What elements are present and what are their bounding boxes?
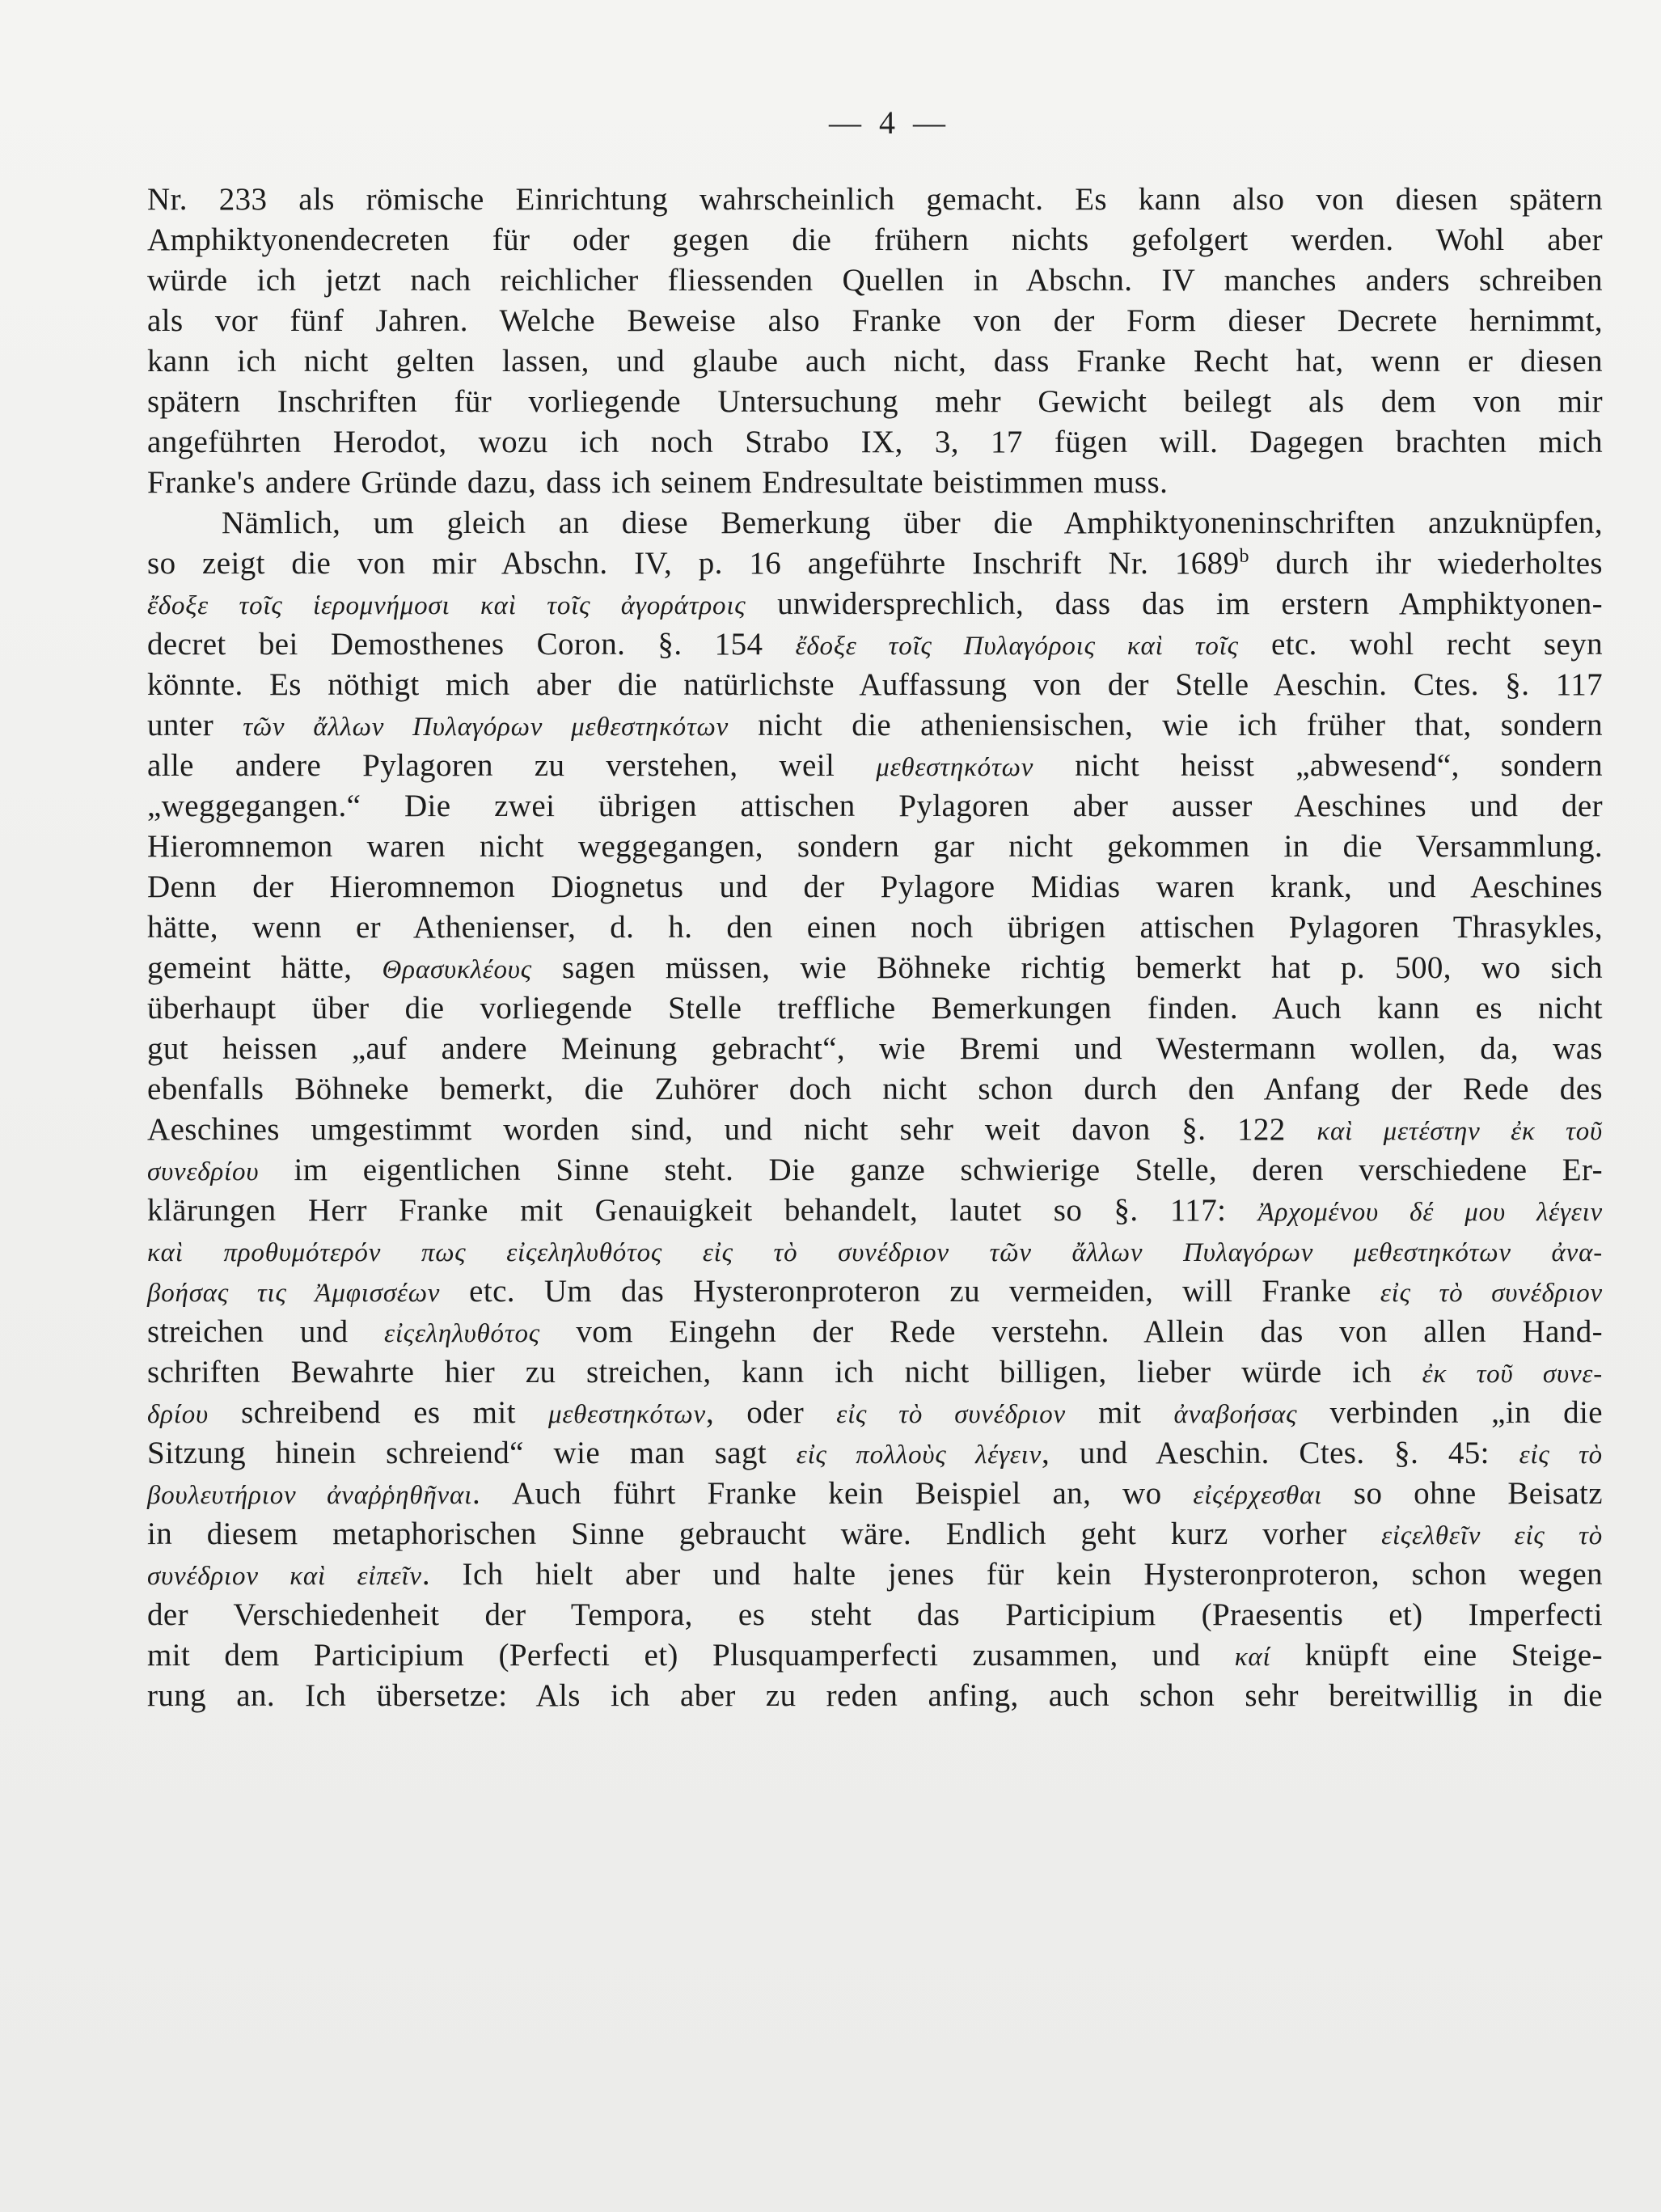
greek-phrase: εἰς πολλοὺς λέγειν xyxy=(796,1440,1042,1470)
text-segment: Sitzung hinein schreiend“ wie man sagt xyxy=(147,1436,797,1470)
text-line xyxy=(147,827,1603,867)
greek-phrase: εἰς τὸ xyxy=(1519,1440,1603,1470)
greek-phrase: μεθεστηκότων xyxy=(548,1400,706,1429)
text-segment: . Ich hielt aber und halte jenes für kein Hysteronproteron, schon wegen xyxy=(421,1557,1603,1592)
greek-phrase: εἰς τὸ συνέδριον xyxy=(1380,1279,1603,1308)
text-line xyxy=(147,1271,1603,1312)
text-line xyxy=(147,746,1603,786)
text-line xyxy=(147,1474,1603,1514)
text-segment: der Verschiedenheit der Tempora, es steht das Participium (Praesentis et) Imperfecti xyxy=(147,1597,1603,1632)
text-segment: in diesem metaphorischen Sinne gebraucht wäre. Endlich geht kurz vorher xyxy=(147,1516,1382,1551)
text-segment: etc. Um das Hysteronproteron zu vermeiden, will Franke xyxy=(440,1274,1380,1309)
greek-phrase: Ἀρχομένου δέ μου λέγειν xyxy=(1257,1198,1603,1227)
text-line xyxy=(147,1393,1603,1433)
text-segment: überhaupt über die vorliegende Stelle treffliche Bemerkungen finden. Auch kann es nicht xyxy=(147,991,1603,1026)
greek-phrase: βοήσας τις Ἀμφισσέων xyxy=(147,1279,441,1308)
text-segment: im eigentlichen Sinne steht. Die ganze schwierige Stelle, deren verschiedene Er- xyxy=(259,1153,1603,1187)
text-line xyxy=(147,220,1603,260)
text-line xyxy=(147,988,1603,1029)
greek-phrase: συνεδρίου xyxy=(147,1157,260,1186)
text-segment: schreibend es mit xyxy=(209,1395,548,1430)
text-segment: vom Eingehn der Rede verstehn. Allein das von allen Hand- xyxy=(539,1314,1604,1349)
superscript: b xyxy=(1239,546,1249,567)
text-line xyxy=(147,503,1603,543)
greek-phrase: ἔδοξε τοῖς ἱερομνήμοσι καὶ τοῖς ἀγοράτροις xyxy=(147,591,746,620)
text-line xyxy=(147,948,1603,988)
text-segment: sagen müssen, wie Böhneke richtig bemerkt hat p. 500, wo sich xyxy=(531,950,1603,985)
text-line xyxy=(147,624,1603,665)
text-line xyxy=(147,341,1603,382)
text-line xyxy=(147,1635,1603,1676)
text-line xyxy=(147,867,1603,907)
text-segment: etc. wohl recht seyn xyxy=(1238,627,1603,662)
greek-phrase: μεθεστηκότων xyxy=(876,753,1034,782)
text-line xyxy=(147,1191,1603,1231)
text-segment: ebenfalls Böhneke bemerkt, die Zuhörer doch nicht schon durch den Anfang der Rede des xyxy=(147,1072,1603,1106)
text-segment: Hieromnemon waren nicht weggegangen, sondern gar nicht gekommen in die Versammlung. xyxy=(147,829,1603,864)
text-segment: , und Aeschin. Ctes. §. 45: xyxy=(1042,1436,1519,1470)
text-segment: durch ihr wiederholtes xyxy=(1249,546,1603,581)
text-segment: als vor fünf Jahren. Welche Beweise also Franke von der Form dieser Decrete hernimmt, xyxy=(147,303,1603,338)
greek-phrase: Θρασυκλέους xyxy=(382,955,532,984)
text-segment: verbinden „in die xyxy=(1297,1395,1603,1430)
greek-phrase: ἐκ τοῦ συνε- xyxy=(1422,1360,1603,1389)
text-segment: schriften Bewahrte hier zu streichen, kann ich nicht billigen, lieber würde ich xyxy=(147,1355,1422,1389)
text-segment: würde ich jetzt nach reichlicher fliessenden Quellen in Abschn. IV manches anders schreiben xyxy=(147,263,1603,298)
greek-phrase: βουλευτήριον ἀναῤῥηθῆναι xyxy=(147,1481,473,1510)
text-segment: mit xyxy=(1066,1395,1174,1430)
text-line xyxy=(147,1029,1603,1069)
text-segment: gut heissen „auf andere Meinung gebracht“, wie Bremi und Westermann wollen, da, was xyxy=(147,1031,1603,1066)
text-segment: gemeint hätte, xyxy=(147,950,382,985)
text-segment: decret bei Demosthenes Coron. §. 154 xyxy=(147,627,796,662)
text-line xyxy=(147,180,1603,220)
greek-phrase: συνέδριον καὶ εἰπεῖν xyxy=(147,1562,422,1591)
text-segment: spätern Inschriften für vorliegende Untersuchung mehr Gewicht beilegt als dem von mir xyxy=(147,384,1603,419)
text-segment: so ohne Beisatz xyxy=(1322,1476,1603,1511)
text-segment: mit dem Participium (Perfecti et) Plusquamperfecti zusammen, und xyxy=(147,1638,1235,1673)
text-segment: könnte. Es nöthigt mich aber die natürlichste Auffassung von der Stelle Aeschin. Ctes. §. 117 xyxy=(147,667,1603,702)
greek-phrase: καὶ μετέστην ἐκ τοῦ xyxy=(1317,1117,1603,1146)
text-segment: , oder xyxy=(705,1395,837,1430)
text-line xyxy=(147,1150,1603,1191)
text-line xyxy=(147,665,1603,705)
text-segment: knüpft eine Steige- xyxy=(1270,1638,1603,1673)
text-segment: klärungen Herr Franke mit Genauigkeit behandelt, lautet so §. 117: xyxy=(147,1193,1258,1228)
text-line xyxy=(147,907,1603,948)
text-line xyxy=(147,584,1603,624)
text-line xyxy=(147,1110,1603,1150)
text-segment: Denn der Hieromnemon Diognetus und der Pylagore Midias waren krank, und Aeschines xyxy=(147,869,1603,904)
text-segment: Nr. 233 als römische Einrichtung wahrscheinlich gemacht. Es kann also von diesen spätern xyxy=(147,182,1603,217)
text-line xyxy=(147,422,1603,463)
text-line xyxy=(147,260,1603,301)
greek-phrase: τῶν ἄλλων Πυλαγόρων μεθεστηκότων xyxy=(243,713,729,742)
text-line xyxy=(147,1231,1603,1271)
text-segment: rung an. Ich übersetze: Als ich aber zu reden anfing, auch schon sehr bereitwillig in die xyxy=(147,1678,1603,1713)
greek-phrase: καὶ προθυμότερόν πως εἰςεληλυθότος εἰς τὸ συνέδριον τῶν ἄλλων Πυλαγόρων μεθεστηκότων ἀνα- xyxy=(147,1238,1603,1267)
text-segment: so zeigt die von mir Abschn. IV, p. 16 angeführte Inschrift Nr. 1689 xyxy=(147,546,1240,581)
text-segment: Aeschines umgestimmt worden sind, und nicht sehr weit davon §. 122 xyxy=(147,1112,1317,1147)
text-segment: „weggegangen.“ Die zwei übrigen attischen Pylagoren aber ausser Aeschines und der xyxy=(147,789,1603,823)
greek-phrase: ἀναβοήσας xyxy=(1173,1400,1298,1429)
greek-phrase: εἰςέρχεσθαι xyxy=(1193,1481,1323,1510)
text-line xyxy=(147,301,1603,341)
text-segment: unwidersprechlich, dass das im erstern Amphiktyonen- xyxy=(746,586,1603,621)
text-line xyxy=(147,786,1603,827)
text-line xyxy=(147,463,1603,503)
text-segment: streichen und xyxy=(147,1314,385,1349)
text-line xyxy=(147,705,1603,746)
text-segment: unter xyxy=(147,708,243,742)
text-segment: nicht die atheniensischen, wie ich früher that, sondern xyxy=(729,708,1603,742)
text-segment: hätte, wenn er Athenienser, d. h. den einen noch übrigen attischen Pylagoren Thrasykles, xyxy=(147,910,1603,945)
greek-phrase: ἔδοξε τοῖς Πυλαγόροις καὶ τοῖς xyxy=(795,632,1239,661)
text-segment: Franke's andere Gründe dazu, dass ich seinem Endresultate beistimmen muss. xyxy=(147,465,1169,500)
greek-phrase: δρίου xyxy=(147,1400,209,1429)
text-segment: angeführten Herodot, wozu ich noch Strabo IX, 3, 17 fügen will. Dagegen brachten mich xyxy=(147,425,1603,459)
text-line xyxy=(147,1069,1603,1110)
text-segment: . Auch führt Franke kein Beispiel an, wo xyxy=(472,1476,1194,1511)
text-segment: nicht heisst „abwesend“, sondern xyxy=(1033,748,1603,783)
body-text xyxy=(147,180,1603,1716)
text-line xyxy=(147,1433,1603,1474)
greek-phrase: καί xyxy=(1234,1643,1271,1672)
text-segment: Nämlich, um gleich an diese Bemerkung über die Amphiktyoneninschriften anzuknüpfen, xyxy=(222,505,1603,540)
text-segment: Amphiktyonendecreten für oder gegen die frühern nichts gefolgert werden. Wohl aber xyxy=(147,222,1603,257)
text-line xyxy=(147,543,1603,584)
page-number: — 4 — xyxy=(829,104,950,141)
greek-phrase: εἰςελθεῖν εἰς τὸ xyxy=(1381,1521,1604,1550)
text-line xyxy=(147,1352,1603,1393)
text-segment: kann ich nicht gelten lassen, und glaube auch nicht, dass Franke Recht hat, wenn er diesen xyxy=(147,344,1603,379)
text-line xyxy=(147,1312,1603,1352)
text-line xyxy=(147,1514,1603,1554)
greek-phrase: εἰςεληλυθότος xyxy=(384,1319,540,1348)
greek-phrase: εἰς τὸ συνέδριον xyxy=(836,1400,1067,1429)
text-line xyxy=(147,382,1603,422)
text-line xyxy=(147,1595,1603,1635)
text-line xyxy=(147,1676,1603,1716)
text-line xyxy=(147,1554,1603,1595)
text-segment: alle andere Pylagoren zu verstehen, weil xyxy=(147,748,877,783)
